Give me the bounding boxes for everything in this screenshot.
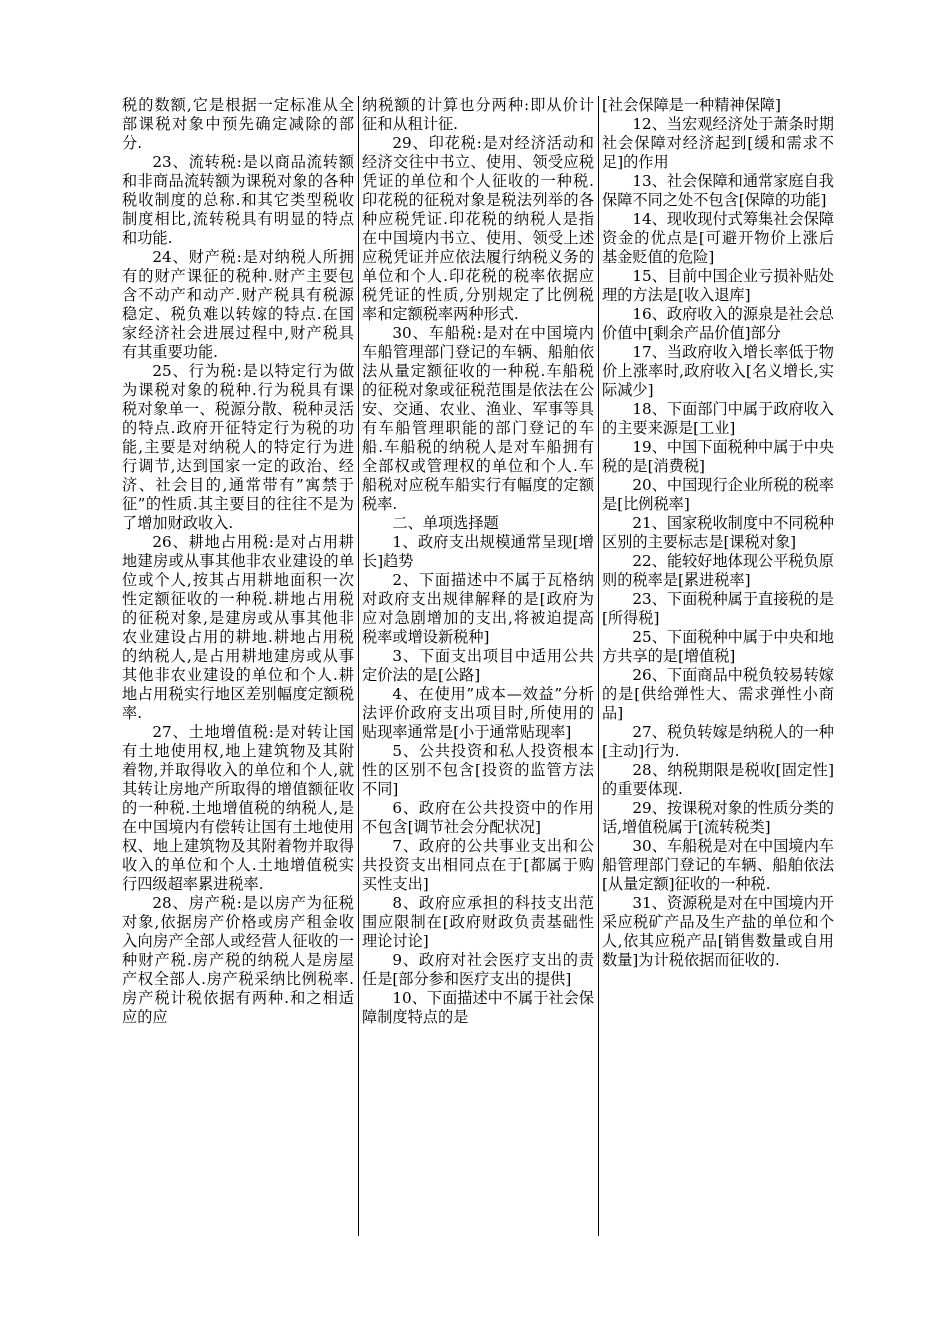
question-item: [社会保障是一种精神保障] [602, 96, 781, 114]
paragraph: 24、财产税:是对纳税人所拥有的财产课征的税种.财产主要包含不动产和动产.财产税具有税源稳定、税负难以转嫁的特点.在国家经济社会进展过程中,财产税具有其重要功能. [122, 248, 354, 361]
section-heading: 二、单项选择题 [392, 514, 499, 532]
question-item: 22、能较好地体现公平税负原则的税率是[累进税率] [602, 552, 834, 589]
paragraph: 纳税额的计算也分两种:即从价计征和从租计征. [362, 96, 594, 133]
question-item: 27、税负转嫁是纳税人的一种[主动]行为. [602, 723, 834, 760]
question-item: 5、公共投资和私人投资根本性的区别不包含[投资的监管方法不同] [362, 742, 594, 798]
question-item: 28、纳税期限是税收[固定性]的重要体现. [602, 761, 834, 798]
question-item: 12、当宏观经济处于萧条时期社会保障对经济起到[缓和需求不足]的作用 [602, 115, 834, 171]
paragraph: 27、土地增值税:是对转让国有土地使用权,地上建筑物及其附着物,并取得收入的单位和个人,就其转让房地产所取得的增值额征收的一种税.土地增值税的纳税人,是在中国境内有偿转让国有土地使用权、地上建筑物及其附着物并取得收入的单位和个人.土地增值税实行四级超率累进税率. [122, 723, 354, 893]
question-item: 13、社会保障和通常家庭自我保障不同之处不包含[保障的功能] [602, 172, 834, 209]
question-item: 26、下面商品中税负较易转嫁的是[供给弹性大、需求弹性小商品] [602, 666, 834, 722]
question-item: 2、下面描述中不属于瓦格纳对政府支出规律解释的是[政府为应对急剧增加的支出,将被迫提高税率或增设新税种] [362, 571, 594, 646]
question-item: 15、目前中国企业亏损补贴处理的方法是[收入退库] [602, 267, 834, 304]
column-divider [598, 96, 599, 1236]
question-item: 31、资源税是对在中国境内开采应税矿产品及生产盐的单位和个人,依其应税产品[销售数量或自用数量]为计税依据而征收的. [602, 894, 834, 969]
question-item: 25、下面税种中属于中央和地方共享的是[增值税] [602, 628, 834, 665]
question-item: 18、下面部门中属于政府收入的主要来源是[工业] [602, 400, 834, 437]
page-body [118, 96, 838, 1236]
question-item: 7、政府的公共事业支出和公共投资支出相同点在于[都属于购买性支出] [362, 837, 594, 893]
question-item: 14、现收现付式筹集社会保障资金的优点是[可避开物价上涨后基金贬值的危险] [602, 210, 834, 266]
column-divider [358, 96, 359, 1236]
paragraph: 28、房产税:是以房产为征税对象,依据房产价格或房产租金收入向房产全部人或经营人征收的一种财产税.房产税的纳税人是房屋产权全部人.房产税采纳比例税率.房产税计税依据有两种.和之相适应的应 [122, 894, 354, 1026]
paragraph: 29、印花税:是对经济活动和经济交往中书立、使用、领受应税凭证的单位和个人征收的一种税.印花税的征税对象是税法列举的各种应税凭证.印花税的纳税人是指在中国境内书立、使用、领受上述应税凭证并应依法履行纳税义务的单位和个人.印花税的税率依据应税凭证的性质,分别规定了比例税率和定额税率两种形式. [362, 134, 594, 323]
question-item: 20、中国现行企业所税的税率是[比例税率] [602, 476, 834, 513]
question-item: 1、政府支出规模通常呈现[增长]趋势 [362, 533, 594, 570]
question-item: 9、政府对社会医疗支出的责任是[部分参和医疗支出的提供] [362, 951, 594, 988]
question-item: 30、车船税是对在中国境内车船管理部门登记的车辆、船舶依法[从量定额]征收的一种税. [602, 837, 834, 893]
text-column-3 [598, 96, 838, 1236]
question-item: 8、政府应承担的科技支出范围应限制在[政府财政负责基础性理论讨论] [362, 894, 594, 950]
paragraph: 税的数额,它是根据一定标准从全部课税对象中预先确定减除的部分. [122, 96, 354, 152]
question-item: 6、政府在公共投资中的作用不包含[调节社会分配状况] [362, 799, 594, 836]
question-item: 16、政府收入的源泉是社会总价值中[剩余产品价值]部分 [602, 305, 834, 342]
question-item: 4、在使用”成本—效益”分析法评价政府支出项目时,所使用的贴现率通常是[小于通常贴现率] [362, 685, 594, 741]
question-item: 3、下面支出项目中适用公共定价法的是[公路] [362, 647, 594, 684]
paragraph: 25、行为税:是以特定行为做为课税对象的税种.行为税具有课税对象单一、税源分散、税种灵活的特点.政府开征特定行为税的功能,主要是对纳税人的特定行为进行调节,达到国家一定的政治、经济、社会目的,通常带有”寓禁于征”的性质.其主要目的往往不是为了增加财政收入. [122, 362, 354, 532]
question-item: 17、当政府收入增长率低于物价上涨率时,政府收入[名义增长,实际减少] [602, 343, 834, 399]
question-item: 10、下面描述中不属于社会保障制度特点的是 [362, 989, 594, 1026]
paragraph: 23、流转税:是以商品流转额和非商品流转额为课税对象的各种税收制度的总称.和其它类型税收制度相比,流转税具有明显的特点和功能. [122, 153, 354, 247]
question-item: 29、按课税对象的性质分类的话,增值税属于[流转税类] [602, 799, 834, 836]
paragraph: 30、车船税:是对在中国境内车船管理部门登记的车辆、船舶依法从量定额征收的一种税.车船税的征税对象或征税范围是依法在公安、交通、农业、渔业、军事等具有车船管理职能的部门登记的车船.车船税的纳税人是对车船拥有全部权或管理权的单位和个人.车船税对应税车船实行有幅度的定额税率. [362, 324, 594, 513]
question-item: 23、下面税种属于直接税的是[所得税] [602, 590, 834, 627]
paragraph: 26、耕地占用税:是对占用耕地建房或从事其他非农业建设的单位或个人,按其占用耕地面积一次性定额征收的一种税.耕地占用税的征税对象,是建房或从事其他非农业建设占用的耕地.耕地占用税的纳税人,是占用耕地建房或从事其他非农业建设的单位和个人.耕地占用税实行地区差别幅度定额税率. [122, 533, 354, 722]
text-column-2 [358, 96, 598, 1236]
question-item: 21、国家税收制度中不同税种区别的主要标志是[课税对象] [602, 514, 834, 551]
text-column-1 [118, 96, 358, 1236]
question-item: 19、中国下面税种中属于中央税的是[消费税] [602, 438, 834, 475]
